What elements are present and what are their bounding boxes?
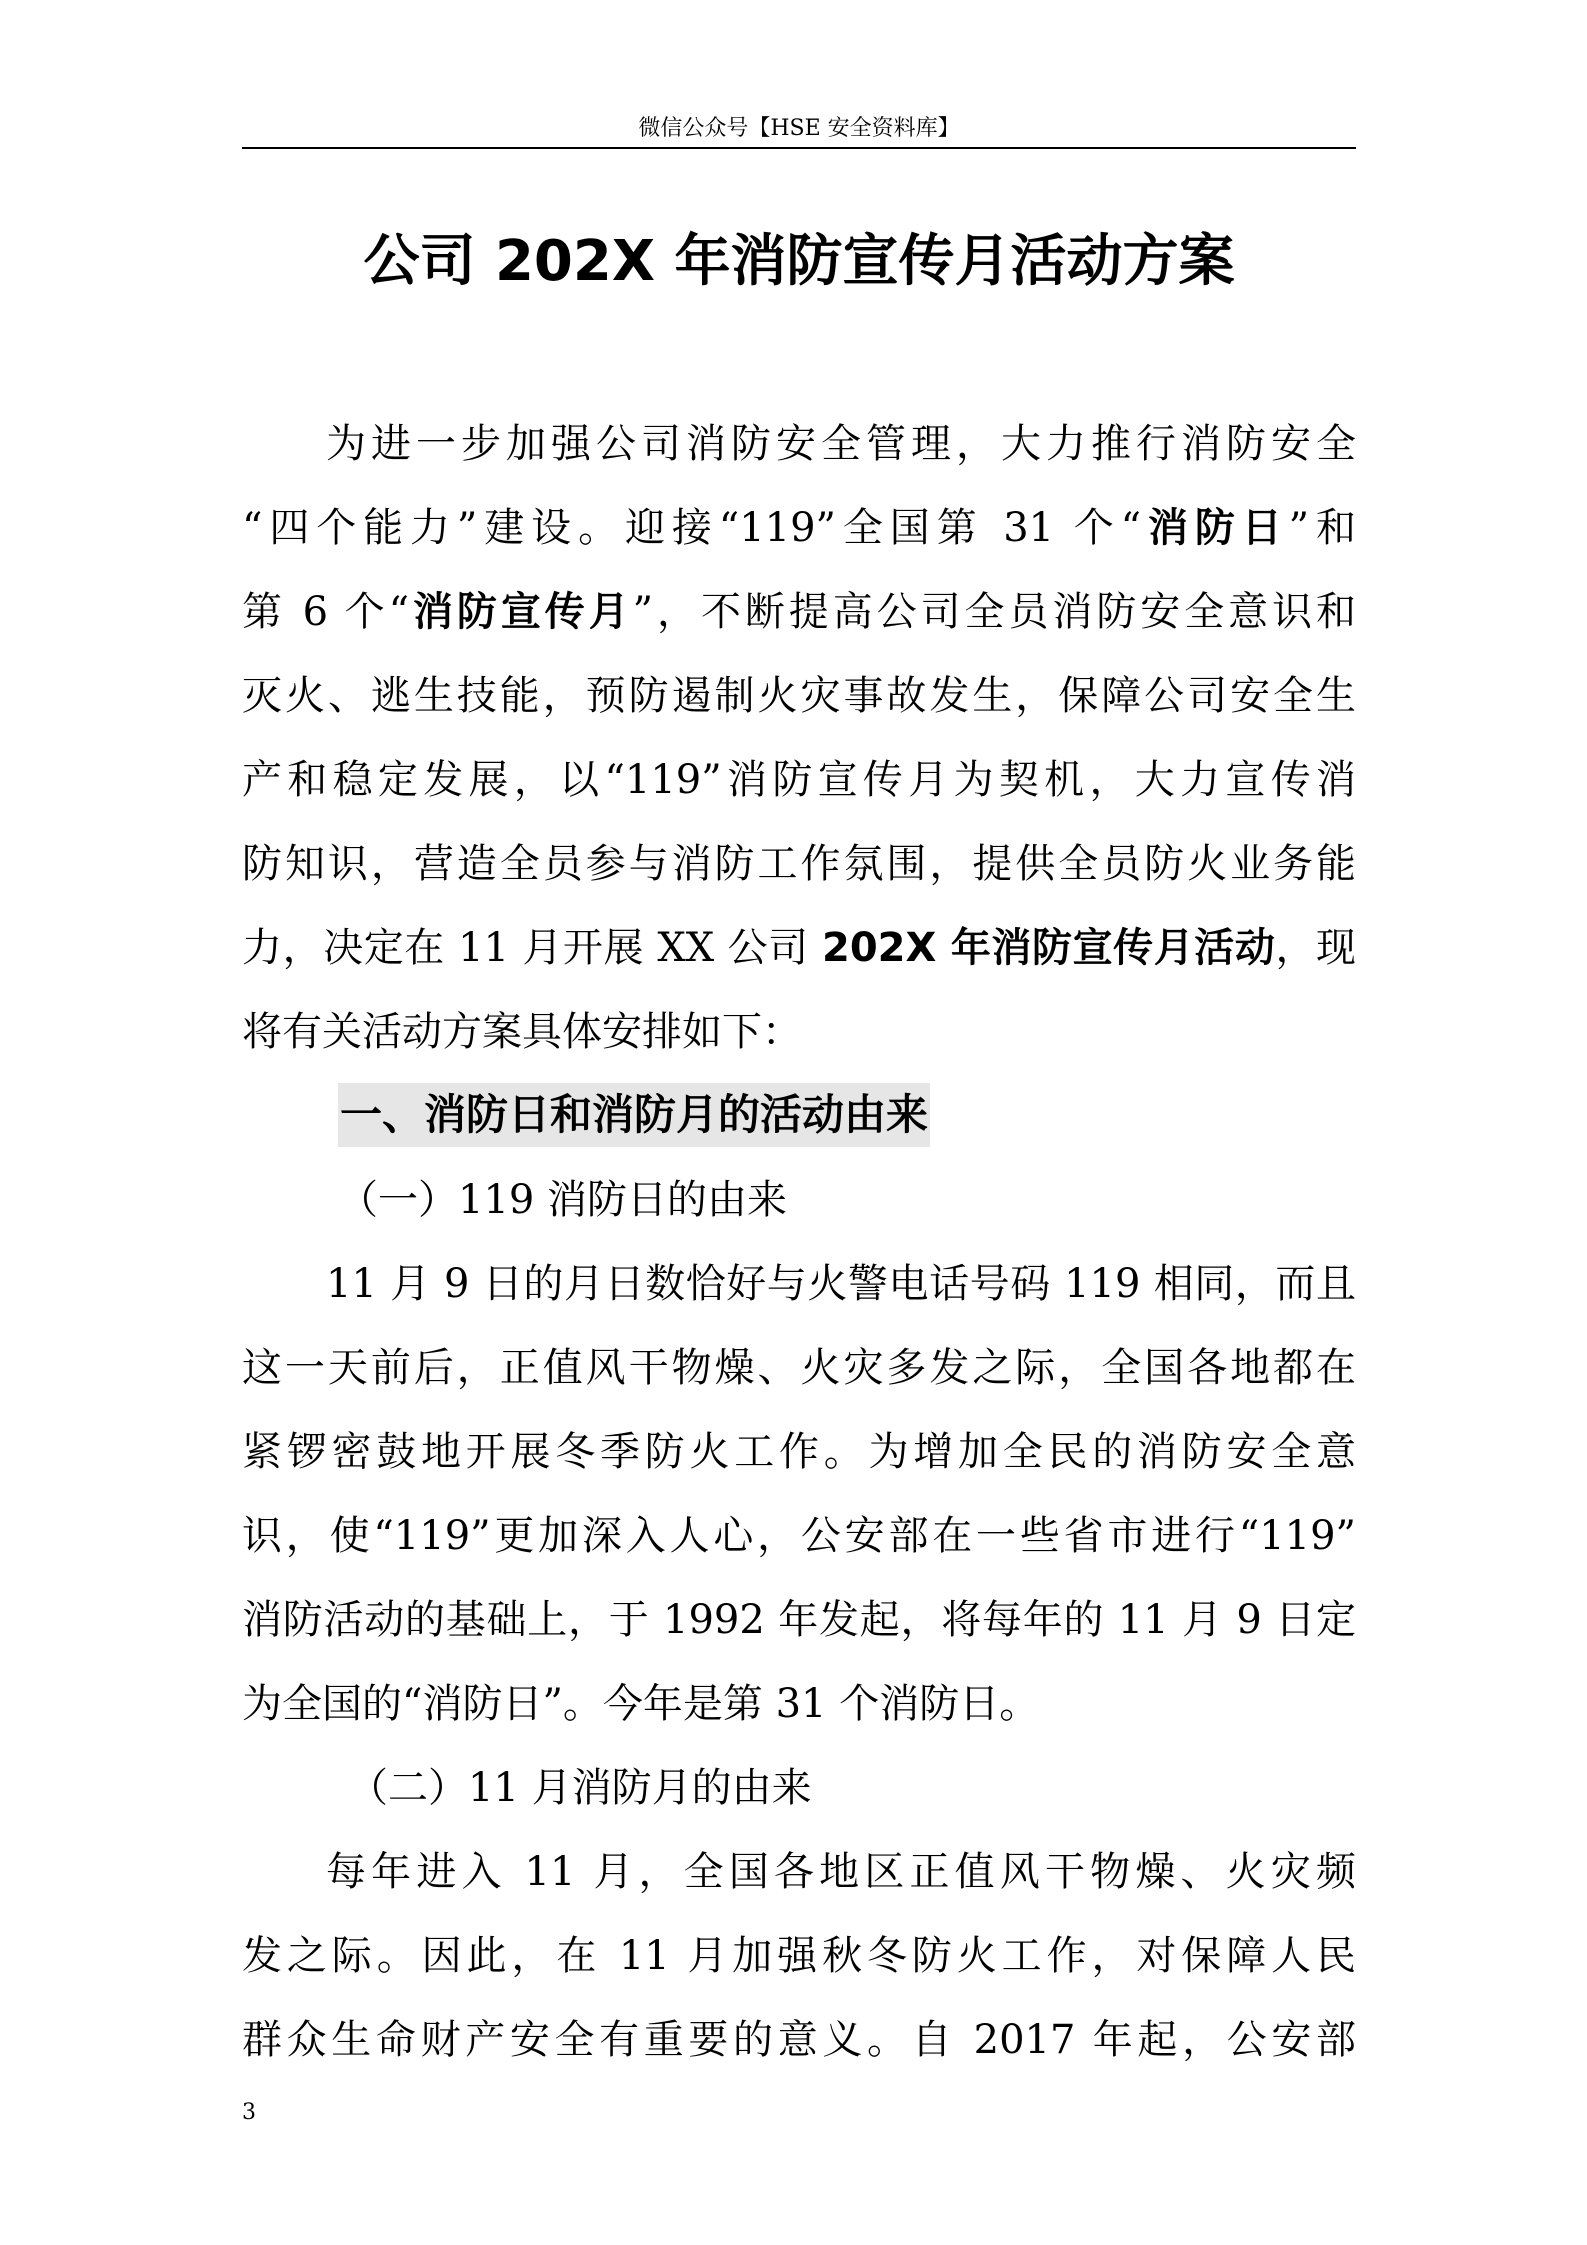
body-line: 群众生命财产安全有重要的意义。自 2017 年起，公安部: [242, 2017, 1356, 2063]
page-number: 3: [242, 2100, 256, 2125]
body-line: 消防活动的基础上，于 1992 年发起，将每年的 11 月 9 日定: [242, 1597, 1356, 1643]
sub-heading: （一）119 消防日的由来: [338, 1177, 788, 1223]
body-line: 发之际。因此，在 11 月加强秋冬防火工作，对保障人民: [242, 1933, 1356, 1979]
document-title: 公司 202X 年消防宣传月活动方案: [363, 229, 1235, 294]
body-line: 每年进入 11 月，全国各地区正值风干物燥、火灾频: [326, 1849, 1356, 1895]
body-line: 第 6 个“消防宣传月”，不断提高公司全员消防安全意识和: [242, 589, 1356, 635]
section-heading: [242, 1074, 1356, 1158]
body-line: 紧锣密鼓地开展冬季防火工作。为增加全民的消防安全意: [242, 1429, 1356, 1475]
body-line: 将有关活动方案具体安排如下：: [242, 1009, 802, 1055]
body-line: 这一天前后，正值风干物燥、火灾多发之际，全国各地都在: [242, 1345, 1356, 1391]
document-body: [242, 402, 1356, 2082]
body-line: 为全国的“消防日”。今年是第 31 个消防日。: [242, 1681, 1040, 1727]
body-line: 灭火、逃生技能，预防遏制火灾事故发生，保障公司安全生: [242, 673, 1356, 719]
section-heading-text: 一、消防日和消防月的活动由来: [338, 1083, 930, 1147]
sub-heading: （二）11 月消防月的由来: [348, 1765, 812, 1811]
body-line: “四个能力”建设。迎接“119”全国第 31 个“消防日”和: [242, 505, 1356, 551]
body-line: 力，决定在 11 月开展 XX 公司 202X 年消防宣传月活动，现: [242, 925, 1356, 971]
body-line: 识，使“119”更加深入人心，公安部在一些省市进行“119”: [242, 1513, 1356, 1559]
body-line: 防知识，营造全员参与消防工作氛围，提供全员防火业务能: [242, 841, 1356, 887]
page-header: 微信公众号【HSE 安全资料库】: [638, 116, 960, 141]
body-line: 为进一步加强公司消防安全管理，大力推行消防安全: [326, 421, 1356, 467]
body-line: 产和稳定发展，以“119”消防宣传月为契机，大力宣传消: [242, 757, 1356, 803]
body-line: 11 月 9 日的月日数恰好与火警电话号码 119 相同，而且: [326, 1261, 1356, 1307]
header-rule: [242, 147, 1356, 149]
